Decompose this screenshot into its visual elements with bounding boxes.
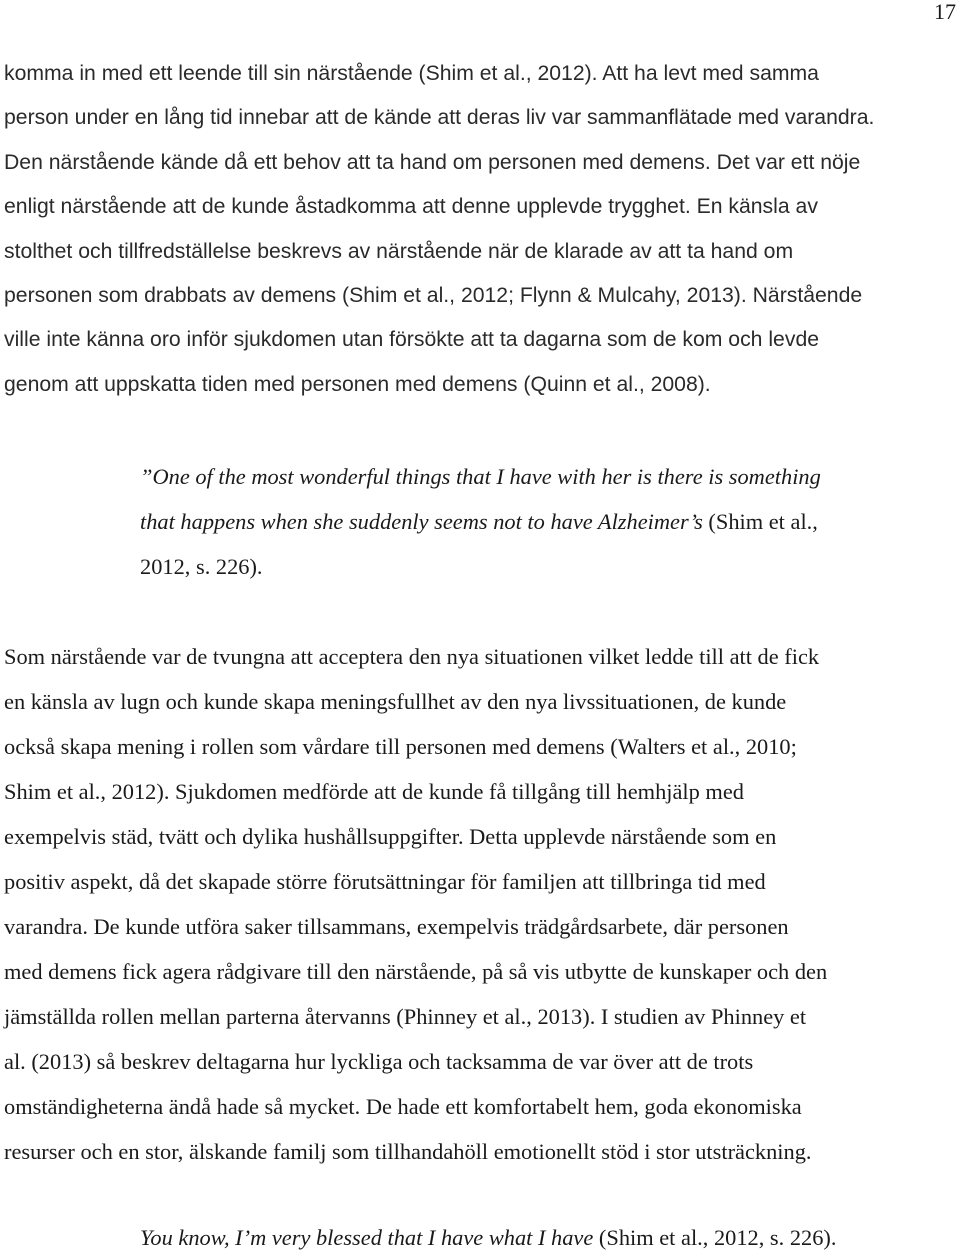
block-quote-1 [140,454,940,589]
page-number: 17 [934,0,956,24]
paragraph-line: jämställda rollen mellan parterna återvanns (Phinney et al., 2013). I studien av Phinney et [4,1004,807,1029]
paragraph-line: stolthet och tillfredställelse beskrevs av närstående när de klarade av att ta hand om [4,239,794,263]
body-paragraph-1 [4,52,956,407]
paragraph-line: person under en lång tid innebar att de kände att deras liv var sammanflätade med varandra. [4,106,875,130]
paragraph-line: exempelvis städ, tvätt och dylika hushållsuppgifter. Detta upplevde närstående som en [4,824,777,849]
quote-line [140,499,940,544]
paragraph-line: personen som drabbats av demens (Shim et al., 2012; Flynn & Mulcahy, 2013). Närstående [4,284,863,308]
paragraph-line: också skapa mening i rollen som vårdare till personen med demens (Walters et al., 2010; [4,734,797,759]
paragraph-line: positiv aspekt, då det skapade större förutsättningar för familjen att tillbringa tid med [4,869,766,894]
paragraph-line: med demens fick agera rådgivare till den närstående, på så vis utbytte de kunskaper och den [4,959,828,984]
quote-citation-line: 2012, s. 226). [140,554,263,579]
quote-text: You know, I’m very blessed that I have what I have [140,1225,594,1250]
paragraph-line: enligt närstående att de kunde åstadkomma att denne upplevde trygghet. En känsla av [4,195,818,219]
block-quote-2 [140,1215,956,1260]
quote-line [140,1215,956,1260]
paragraph-line: komma in med ett leende till sin närstående (Shim et al., 2012). Att ha levt med samma [4,62,819,85]
paragraph-line: ville inte känna oro inför sjukdomen utan försökte att ta dagarna som de kom och levde [4,328,820,352]
paragraph-line: en känsla av lugn och kunde skapa meningsfullhet av den nya livssituationen, de kunde [4,689,787,714]
body-paragraph-2 [4,634,956,1174]
quote-line [140,454,940,499]
paragraph-line: Som närstående var de tvungna att acceptera den nya situationen vilket ledde till att de fick [4,644,820,669]
quote-citation: (Shim et al., [702,509,818,534]
quote-text: ”One of the most wonderful things that I have with her is there is something [140,464,821,489]
paragraph-line: resurser och en stor, älskande familj som tillhandahöll emotionellt stöd i stor utsträckning. [4,1139,812,1164]
paragraph-line: varandra. De kunde utföra saker tillsammans, exempelvis trädgårdsarbete, där personen [4,914,789,939]
paragraph-line: al. (2013) så beskrev deltagarna hur lyckliga och tacksamma de var över att de trots [4,1049,754,1074]
paragraph-line: Shim et al., 2012). Sjukdomen medförde att de kunde få tillgång till hemhjälp med [4,779,744,804]
paragraph-line: genom att uppskatta tiden med personen med demens (Quinn et al., 2008). [4,372,711,396]
quote-citation: (Shim et al., 2012, s. 226). [593,1225,837,1250]
paragraph-line: omständigheterna ändå hade så mycket. De hade ett komfortabelt hem, goda ekonomiska [4,1094,802,1119]
quote-text: that happens when she suddenly seems not to have Alzheimer’s [140,509,703,534]
paragraph-line: Den närstående kände då ett behov att ta hand om personen med demens. Det var ett nöje [4,150,861,174]
